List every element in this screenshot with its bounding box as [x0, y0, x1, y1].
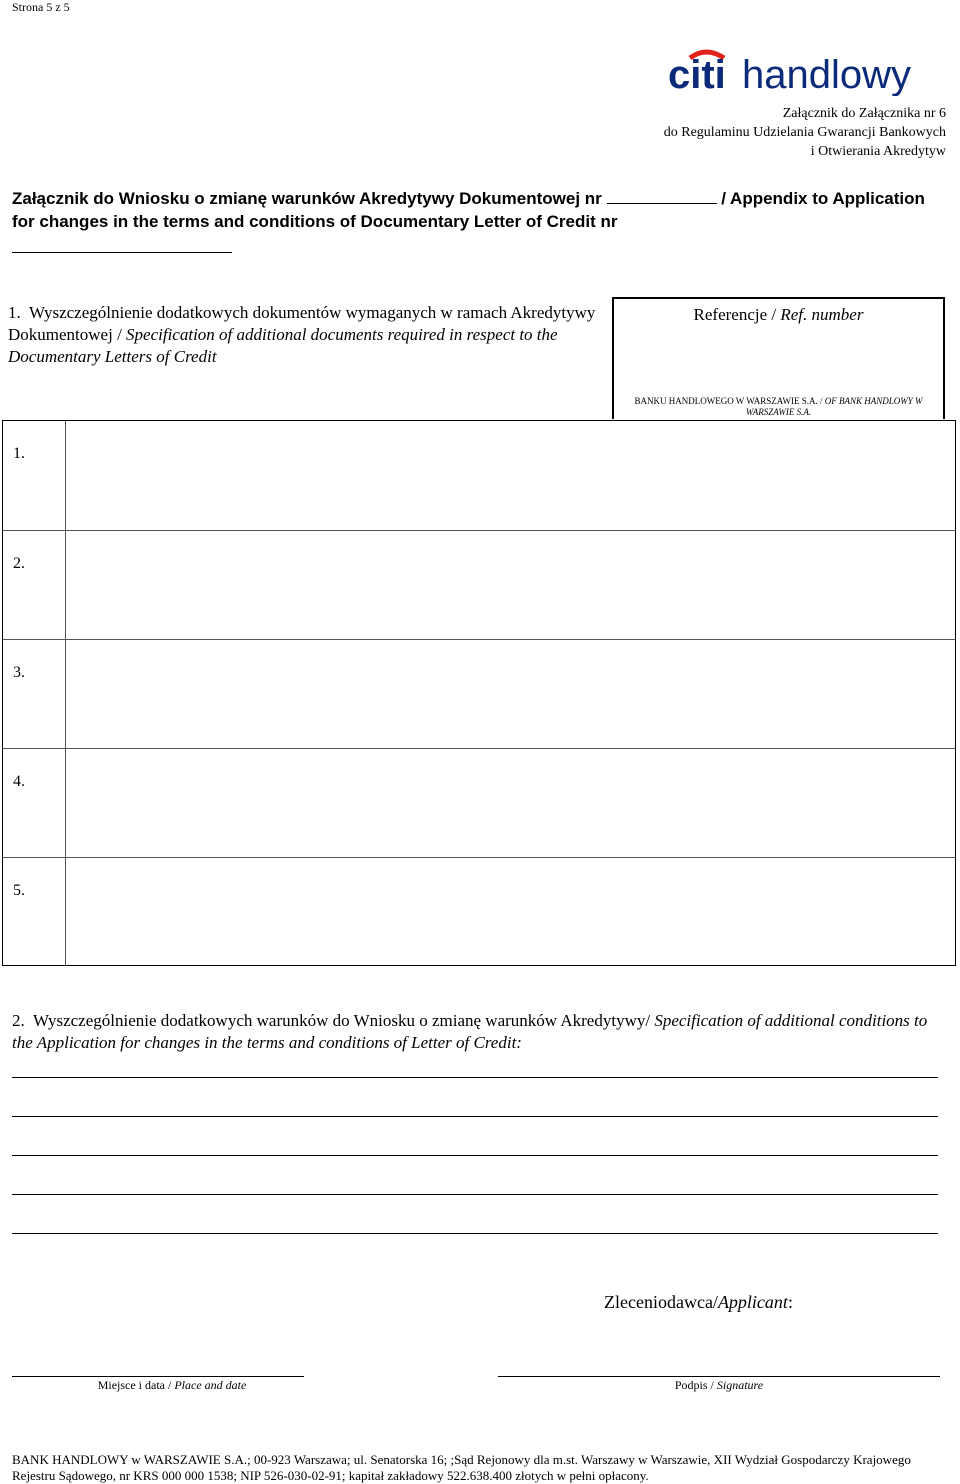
row-number: 3.: [13, 664, 25, 681]
table-row[interactable]: [3, 530, 955, 640]
logo-citi-text: citi: [668, 53, 726, 96]
reference-label-en: Ref. number: [780, 305, 864, 324]
table-row[interactable]: [3, 639, 955, 749]
place-date-field[interactable]: [12, 1376, 304, 1377]
logo-graphic: [668, 44, 930, 96]
document-title: [12, 187, 942, 233]
title-en: / Appendix to Application for changes in the terms and conditions of Documentary Letter of Credit nr: [12, 189, 925, 231]
footer-line-1: BANK HANDLOWY w WARSZAWIE S.A.; 00-923 Warszawa; ul. Senatorska 16; ;Sąd Rejonowy dla m.st. Warszawy w Warszawie, XII Wydział Gospodarczy Krajowego: [12, 1452, 911, 1467]
signature-label-pl: Podpis /: [674, 1378, 714, 1392]
conditions-line[interactable]: [12, 1233, 938, 1234]
row-number: 4.: [13, 773, 25, 790]
row-number: 5.: [13, 882, 25, 899]
row-number: 1.: [13, 445, 25, 462]
table-row[interactable]: [3, 748, 955, 858]
table-row[interactable]: [3, 421, 955, 530]
applicant-label: [604, 1292, 793, 1313]
page-number: Strona 5 z 5: [12, 0, 70, 14]
section-1-en: Specification of additional documents required in respect to the Documentary Letters of Credit: [8, 325, 558, 366]
place-date-label-en: Place and date: [174, 1378, 247, 1392]
conditions-line[interactable]: [12, 1155, 938, 1156]
signature-label: [498, 1378, 940, 1393]
reference-bank-pl: BANKU HANDLOWEGO W WARSZAWIE S.A. /: [634, 396, 823, 406]
applicant-label-pl: Zleceniodawca/: [604, 1292, 718, 1312]
section-1-number: 1.: [8, 303, 21, 322]
section-1-pl: Wyszczególnienie dodatkowych dokumentów wymaganych w ramach Akredytywy Dokumentowej /: [8, 303, 596, 344]
conditions-line[interactable]: [12, 1077, 938, 1078]
lc-number-blank-2[interactable]: [12, 252, 232, 253]
annex-line-2: do Regulaminu Udzielania Gwarancji Bankowych: [663, 125, 946, 140]
reference-label: [614, 305, 943, 325]
section-1-heading: [8, 302, 608, 368]
footer-line-2: Rejestru Sądowego, nr KRS 000 000 1538; NIP 526-030-02-91; kapitał zakładowy 522.638.400 złotych w pełni opłacony.: [12, 1468, 649, 1483]
section-2-number: 2.: [12, 1011, 25, 1030]
applicant-colon: :: [787, 1292, 793, 1312]
conditions-line[interactable]: [12, 1116, 938, 1117]
reference-box[interactable]: [612, 297, 945, 419]
section-2-pl: Wyszczególnienie dodatkowych warunków do Wniosku o zmianę warunków Akredytywy/: [32, 1011, 651, 1030]
footer: [12, 1452, 952, 1484]
reference-label-pl: Referencje /: [693, 305, 777, 324]
annex-line-3: i Otwierania Akredytyw: [810, 144, 946, 159]
applicant-label-en: Applicant: [717, 1292, 788, 1312]
title-pl: Załącznik do Wniosku o zmianę warunków Akredytywy Dokumentowej nr: [12, 189, 602, 208]
signature-field[interactable]: [498, 1376, 940, 1377]
section-2-heading: [12, 1010, 947, 1054]
table-column-divider: [65, 421, 66, 965]
reference-bank-en: OF BANK HANDLOWY W WARSZAWIE S.A.: [745, 396, 923, 417]
logo-handlowy-text: handlowy: [742, 53, 912, 96]
lc-number-blank[interactable]: [607, 189, 717, 204]
reference-bank: [614, 396, 943, 418]
signature-label-en: Signature: [716, 1378, 764, 1392]
conditions-line[interactable]: [12, 1194, 938, 1195]
annex-line-1: Załącznik do Załącznika nr 6: [782, 106, 946, 121]
annex-reference: [664, 104, 946, 161]
table-row[interactable]: [3, 857, 955, 967]
row-number: 2.: [13, 555, 25, 572]
documents-table: [2, 420, 956, 966]
citi-handlowy-logo: [668, 44, 930, 96]
section-2-en: Specification of additional conditions to the Application for changes in the terms and conditions of Letter of Credit:: [12, 1011, 928, 1052]
place-date-label: [12, 1378, 332, 1393]
place-date-label-pl: Miejsce i data /: [97, 1378, 172, 1392]
